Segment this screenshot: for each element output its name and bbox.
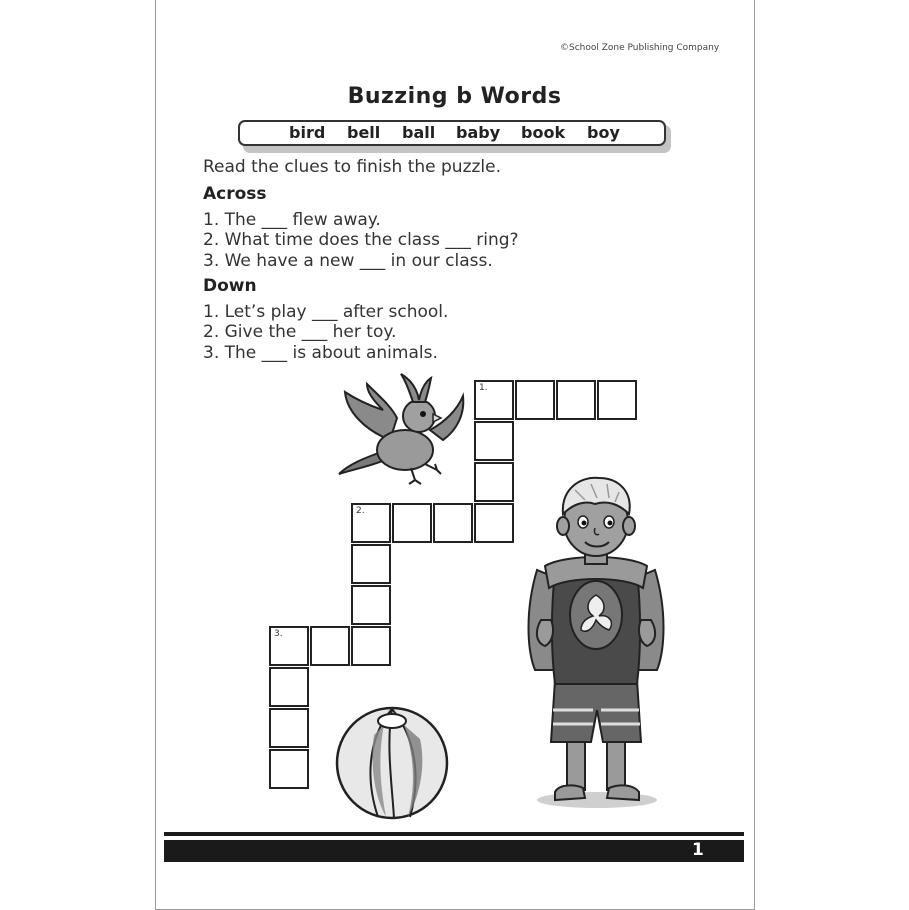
crossword-cell[interactable] [392,503,432,543]
crossword-cell[interactable] [269,749,309,789]
word-bank-word: book [521,123,566,142]
crossword-cell[interactable] [351,503,391,543]
footer-rule [164,832,744,836]
crossword-cell[interactable] [269,626,309,666]
crossword-cell[interactable] [310,626,350,666]
beach-ball-illustration [334,705,450,821]
word-bank-word: ball [402,123,436,142]
bird-illustration [335,370,470,490]
down-clue: 3. The ___ is about animals. [203,343,438,363]
crossword-cell[interactable] [269,667,309,707]
footer-bar [164,840,744,862]
crossword-cell[interactable] [474,421,514,461]
clue-number: 3. [274,629,283,639]
down-clue: 2. Give the ___ her toy. [203,322,397,342]
crossword-cell[interactable] [351,544,391,584]
clue-number: 1. [479,383,488,393]
across-clue: 2. What time does the class ___ ring? [203,230,519,250]
crossword-cell[interactable] [597,380,637,420]
word-bank-word: boy [587,123,620,142]
crossword-cell[interactable] [474,462,514,502]
crossword-cell[interactable] [474,503,514,543]
boy-illustration [515,470,675,815]
word-bank-word: bird [289,123,326,142]
copyright-notice: ©School Zone Publishing Company [560,43,720,53]
crossword-cell[interactable] [351,585,391,625]
word-bank-word: bell [347,123,381,142]
crossword-cell[interactable] [556,380,596,420]
clue-number: 2. [356,506,365,516]
crossword-cell[interactable] [351,626,391,666]
page-title: Buzzing b Words [347,84,562,109]
across-clue: 3. We have a new ___ in our class. [203,251,493,271]
down-clue: 1. Let’s play ___ after school. [203,302,449,322]
across-heading: Across [203,184,267,204]
word-bank-word: baby [456,123,501,142]
across-clue: 1. The ___ flew away. [203,210,381,230]
crossword-cell[interactable] [269,708,309,748]
crossword-cell[interactable] [433,503,473,543]
instructions: Read the clues to finish the puzzle. [203,157,501,177]
down-heading: Down [203,276,257,296]
page-number: 1 [692,840,704,860]
crossword-cell[interactable] [515,380,555,420]
crossword-cell[interactable] [474,380,514,420]
